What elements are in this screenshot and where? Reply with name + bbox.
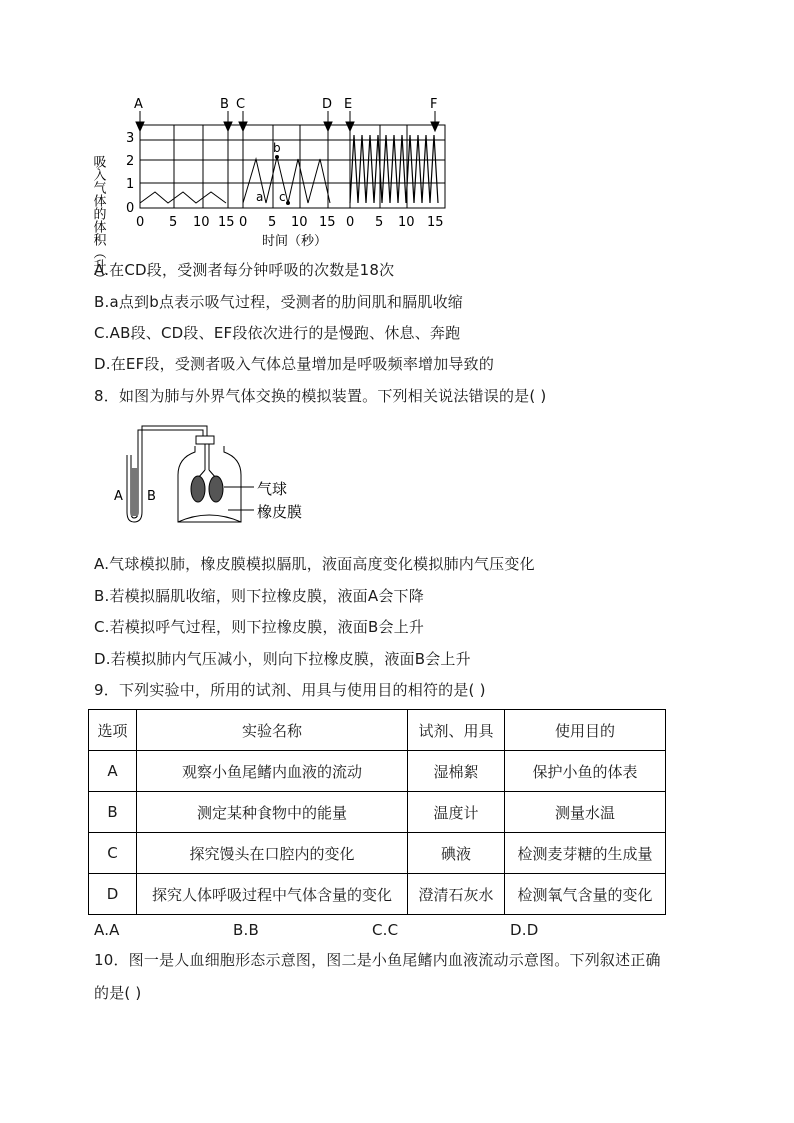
x-tick: 15 xyxy=(427,215,444,230)
cell: D xyxy=(89,874,137,915)
marker-F: F xyxy=(430,97,438,112)
point-b-label: b xyxy=(273,141,281,155)
q8-option-b: B.若模拟膈肌收缩，则下拉橡皮膜，液面A会下降 xyxy=(94,587,424,605)
table-row xyxy=(89,874,666,915)
label-b: B xyxy=(147,489,156,504)
q8-option-a: A.气球模拟肺，橡皮膜模拟膈肌，液面高度变化模拟肺内气压变化 xyxy=(94,555,535,573)
header-experiment: 实验名称 xyxy=(137,710,408,751)
curve-EF xyxy=(350,135,438,203)
cell: 测定某种食物中的能量 xyxy=(137,792,408,833)
y-tick: 0 xyxy=(126,201,135,216)
chart-ylabel: 吸入气体的体积（升） xyxy=(90,155,106,285)
x-tick: 10 xyxy=(291,215,308,230)
balloon-right xyxy=(209,476,223,502)
label-a: A xyxy=(114,489,123,504)
cell: A xyxy=(89,751,137,792)
table-header-row xyxy=(89,710,666,751)
x-tick: 0 xyxy=(346,215,355,230)
table-row xyxy=(89,751,666,792)
y-tick: 3 xyxy=(126,131,135,146)
q7-option-b: B.a点到b点表示吸气过程，受测者的肋间肌和膈肌收缩 xyxy=(94,293,463,311)
label-membrane: 橡皮膜 xyxy=(257,503,303,521)
q8-option-c: C.若模拟呼气过程，则下拉橡皮膜，液面B会上升 xyxy=(94,618,425,636)
cell: 温度计 xyxy=(408,792,505,833)
x-tick: 5 xyxy=(169,215,178,230)
cell: 观察小鱼尾鳍内血液的流动 xyxy=(137,751,408,792)
x-tick: 10 xyxy=(398,215,415,230)
balloon-left xyxy=(191,476,205,502)
q7-option-a: A.在CD段，受测者每分钟呼吸的次数是18次 xyxy=(94,261,395,279)
q7-option-c: C.AB段、CD段、EF段依次进行的是慢跑、休息、奔跑 xyxy=(94,324,461,342)
segment-markers xyxy=(134,97,437,112)
q8-stem: 8．如图为肺与外界气体交换的模拟装置。下列相关说法错误的是( ) xyxy=(94,387,547,405)
q8-option-d: D.若模拟肺内气压减小，则向下拉橡皮膜，液面B会上升 xyxy=(94,650,471,668)
cell: B xyxy=(89,792,137,833)
cell: 澄清石灰水 xyxy=(408,874,505,915)
header-option: 选项 xyxy=(89,710,137,751)
cell: 探究馒头在口腔内的变化 xyxy=(137,833,408,874)
lung-model-apparatus xyxy=(0,415,794,535)
y-tick: 2 xyxy=(126,154,135,169)
marker-A: A xyxy=(134,97,143,112)
header-purpose: 使用目的 xyxy=(505,710,666,751)
q9-answer-d: D.D xyxy=(510,921,539,939)
marker-C: C xyxy=(236,97,246,112)
cell: 检测氧气含量的变化 xyxy=(505,874,666,915)
marker-B: B xyxy=(220,97,229,112)
q10-stem-line1: 10．图一是人血细胞形态示意图，图二是小鱼尾鳍内血液流动示意图。下列叙述正确 xyxy=(94,951,661,969)
cell: C xyxy=(89,833,137,874)
x-tick: 10 xyxy=(193,215,210,230)
x-tick: 0 xyxy=(136,215,145,230)
q7-option-d: D.在EF段，受测者吸入气体总量增加是呼吸频率增加导致的 xyxy=(94,355,495,373)
cell: 湿棉絮 xyxy=(408,751,505,792)
cell: 保护小鱼的体表 xyxy=(505,751,666,792)
marker-arrows xyxy=(136,111,439,131)
label-balloon: 气球 xyxy=(257,480,288,498)
point-a-label: a xyxy=(256,190,264,204)
marker-D: D xyxy=(322,97,333,112)
cell: 探究人体呼吸过程中气体含量的变化 xyxy=(137,874,408,915)
header-reagent: 试剂、用具 xyxy=(408,710,505,751)
marker-E: E xyxy=(344,97,353,112)
q9-answer-a: A.A xyxy=(94,921,120,939)
q10-stem-line2: 的是( ) xyxy=(94,984,142,1002)
y-tick: 1 xyxy=(126,177,135,192)
point-c-dot xyxy=(286,201,290,205)
cell: 碘液 xyxy=(408,833,505,874)
chart-grid xyxy=(140,125,445,208)
x-tick: 5 xyxy=(268,215,277,230)
q9-answer-b: B.B xyxy=(233,921,259,939)
q9-table xyxy=(88,709,666,915)
q9-answer-c: C.C xyxy=(372,921,399,939)
cell: 测量水温 xyxy=(505,792,666,833)
table-row xyxy=(89,833,666,874)
x-tick: 15 xyxy=(319,215,336,230)
table-row xyxy=(89,792,666,833)
q9-stem: 9．下列实验中，所用的试剂、用具与使用目的相符的是( ) xyxy=(94,681,486,699)
curve-AB xyxy=(140,192,226,203)
chart-xlabel: 时间（秒） xyxy=(262,234,328,249)
x-tick: 0 xyxy=(239,215,248,230)
x-tick: 15 xyxy=(218,215,235,230)
cell: 检测麦芽糖的生成量 xyxy=(505,833,666,874)
point-b-dot xyxy=(275,155,279,159)
x-tick: 5 xyxy=(375,215,384,230)
point-c-label: c xyxy=(279,190,286,204)
